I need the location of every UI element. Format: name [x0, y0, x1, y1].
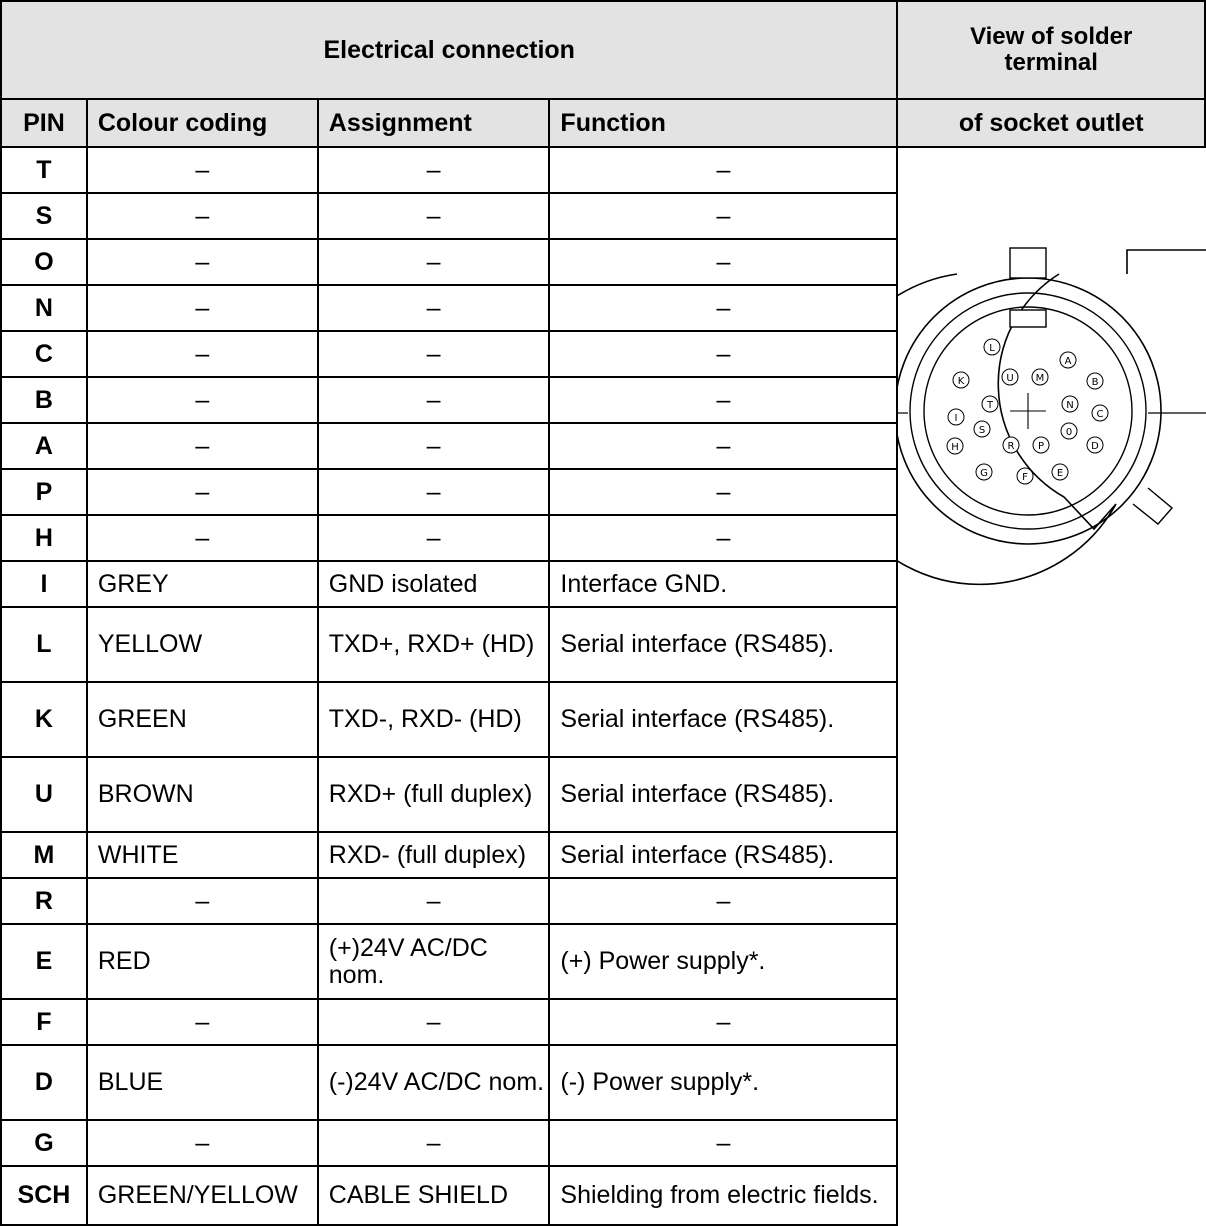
pin-cell: C	[1, 331, 87, 377]
pin-u-marker	[1002, 369, 1018, 385]
svg-text:H: H	[951, 442, 960, 453]
function-cell: Shielding from electric fields.	[549, 1166, 897, 1225]
pin-g-marker	[976, 464, 992, 480]
assignment-cell: –	[318, 423, 550, 469]
pin-cell: N	[1, 285, 87, 331]
colour-cell: –	[87, 193, 318, 239]
svg-text:K: K	[958, 376, 965, 387]
pin-d-marker	[1087, 437, 1103, 453]
function-cell: –	[549, 147, 897, 193]
colour-cell: –	[87, 285, 318, 331]
pin-cell: F	[1, 999, 87, 1045]
pin-cell: U	[1, 757, 87, 832]
function-cell: Serial interface (RS485).	[549, 607, 897, 682]
function-cell: –	[549, 515, 897, 561]
pin-cell: K	[1, 682, 87, 757]
assignment-cell: CABLE SHIELD	[318, 1166, 550, 1225]
function-cell: –	[549, 469, 897, 515]
column-header-colour-coding: Colour coding	[87, 99, 318, 147]
pin-s-marker	[974, 421, 990, 437]
function-cell: Serial interface (RS485).	[549, 832, 897, 878]
view-of-solder-terminal-heading: View of solder terminal	[897, 1, 1205, 99]
svg-text:L: L	[989, 343, 996, 354]
assignment-cell: GND isolated	[318, 561, 550, 607]
colour-cell: –	[87, 878, 318, 924]
function-cell: –	[549, 331, 897, 377]
pin-k-marker	[953, 372, 969, 388]
pin-cell: S	[1, 193, 87, 239]
pin-cell: M	[1, 832, 87, 878]
colour-cell: –	[87, 423, 318, 469]
svg-text:I: I	[954, 413, 958, 424]
colour-cell: YELLOW	[87, 607, 318, 682]
function-cell: –	[549, 423, 897, 469]
assignment-cell: –	[318, 285, 550, 331]
pin-cell: T	[1, 147, 87, 193]
pin-t-marker	[982, 396, 998, 412]
pin-a-marker	[1060, 352, 1076, 368]
function-cell: –	[549, 1120, 897, 1166]
colour-cell: –	[87, 239, 318, 285]
pin-n-marker	[1062, 396, 1078, 412]
column-header-assignment: Assignment	[318, 99, 550, 147]
colour-cell: BLUE	[87, 1045, 318, 1120]
svg-text:R: R	[1007, 441, 1015, 452]
svg-text:A: A	[1065, 356, 1072, 367]
assignment-cell: –	[318, 469, 550, 515]
svg-text:D: D	[1091, 441, 1100, 452]
pin-f-marker	[1017, 468, 1033, 484]
function-cell: –	[549, 377, 897, 423]
function-cell: –	[549, 999, 897, 1045]
socket-outlet-diagram	[898, 148, 1206, 1218]
pin-cell: E	[1, 924, 87, 999]
column-header-pin: PIN	[1, 99, 87, 147]
colour-cell: GREY	[87, 561, 318, 607]
svg-text:C: C	[1096, 409, 1104, 420]
pin-cell: I	[1, 561, 87, 607]
pin-cell: A	[1, 423, 87, 469]
assignment-cell: –	[318, 193, 550, 239]
pin-p-marker	[1033, 437, 1049, 453]
pin-e-marker	[1052, 464, 1068, 480]
pin-cell: G	[1, 1120, 87, 1166]
function-cell: (-) Power supply*.	[549, 1045, 897, 1120]
assignment-cell: TXD+, RXD+ (HD)	[318, 607, 550, 682]
colour-cell: –	[87, 515, 318, 561]
pin-c-marker	[1092, 405, 1108, 421]
pin-cell: B	[1, 377, 87, 423]
function-cell: –	[549, 193, 897, 239]
colour-cell: RED	[87, 924, 318, 999]
svg-text:P: P	[1038, 441, 1045, 452]
electrical-connection-heading: Electrical connection	[1, 1, 897, 99]
colour-cell: –	[87, 1120, 318, 1166]
svg-text:T: T	[987, 400, 994, 411]
assignment-cell: RXD+ (full duplex)	[318, 757, 550, 832]
pin-cell: O	[1, 239, 87, 285]
pin-i-marker	[948, 409, 964, 425]
colour-cell: –	[87, 999, 318, 1045]
assignment-cell: –	[318, 377, 550, 423]
assignment-cell: –	[318, 878, 550, 924]
assignment-cell: TXD-, RXD- (HD)	[318, 682, 550, 757]
assignment-cell: –	[318, 515, 550, 561]
pin-cell: L	[1, 607, 87, 682]
assignment-cell: (+)24V AC/DC nom.	[318, 924, 550, 999]
table-row	[1, 147, 1205, 193]
function-cell: Interface GND.	[549, 561, 897, 607]
pin-cell: SCH	[1, 1166, 87, 1225]
pin-cell: H	[1, 515, 87, 561]
socket-diagram-cell	[897, 147, 1205, 1225]
svg-text:G: G	[980, 468, 989, 479]
column-header-function: Function	[549, 99, 897, 147]
pin-m-marker	[1032, 369, 1048, 385]
assignment-cell: –	[318, 999, 550, 1045]
pin-l-marker	[984, 339, 1000, 355]
pin-cell: R	[1, 878, 87, 924]
colour-cell: BROWN	[87, 757, 318, 832]
svg-text:M: M	[1036, 373, 1045, 384]
pin-cell: D	[1, 1045, 87, 1120]
colour-cell: GREEN/YELLOW	[87, 1166, 318, 1225]
svg-text:S: S	[979, 425, 986, 436]
of-socket-outlet-heading: of socket outlet	[897, 99, 1205, 147]
assignment-cell: RXD- (full duplex)	[318, 832, 550, 878]
colour-cell: GREEN	[87, 682, 318, 757]
assignment-cell: –	[318, 331, 550, 377]
svg-text:B: B	[1091, 377, 1099, 388]
colour-cell: –	[87, 469, 318, 515]
function-cell: –	[549, 878, 897, 924]
colour-cell: –	[87, 147, 318, 193]
function-cell: Serial interface (RS485).	[549, 682, 897, 757]
assignment-cell: –	[318, 1120, 550, 1166]
svg-text:N: N	[1066, 400, 1075, 411]
colour-cell: –	[87, 377, 318, 423]
pin-b-marker	[1087, 373, 1103, 389]
svg-text:E: E	[1057, 468, 1064, 479]
assignment-cell: –	[318, 239, 550, 285]
function-cell: –	[549, 239, 897, 285]
pin-o-marker	[1061, 423, 1077, 439]
function-cell: (+) Power supply*.	[549, 924, 897, 999]
function-cell: Serial interface (RS485).	[549, 757, 897, 832]
svg-text:F: F	[1022, 472, 1029, 483]
pin-cell: P	[1, 469, 87, 515]
function-cell: –	[549, 285, 897, 331]
svg-text:0: 0	[1066, 427, 1073, 438]
colour-cell: WHITE	[87, 832, 318, 878]
svg-text:U: U	[1006, 373, 1015, 384]
colour-cell: –	[87, 331, 318, 377]
assignment-cell: –	[318, 147, 550, 193]
pin-r-marker	[1003, 437, 1019, 453]
pin-h-marker	[947, 438, 963, 454]
assignment-cell: (-)24V AC/DC nom.	[318, 1045, 550, 1120]
